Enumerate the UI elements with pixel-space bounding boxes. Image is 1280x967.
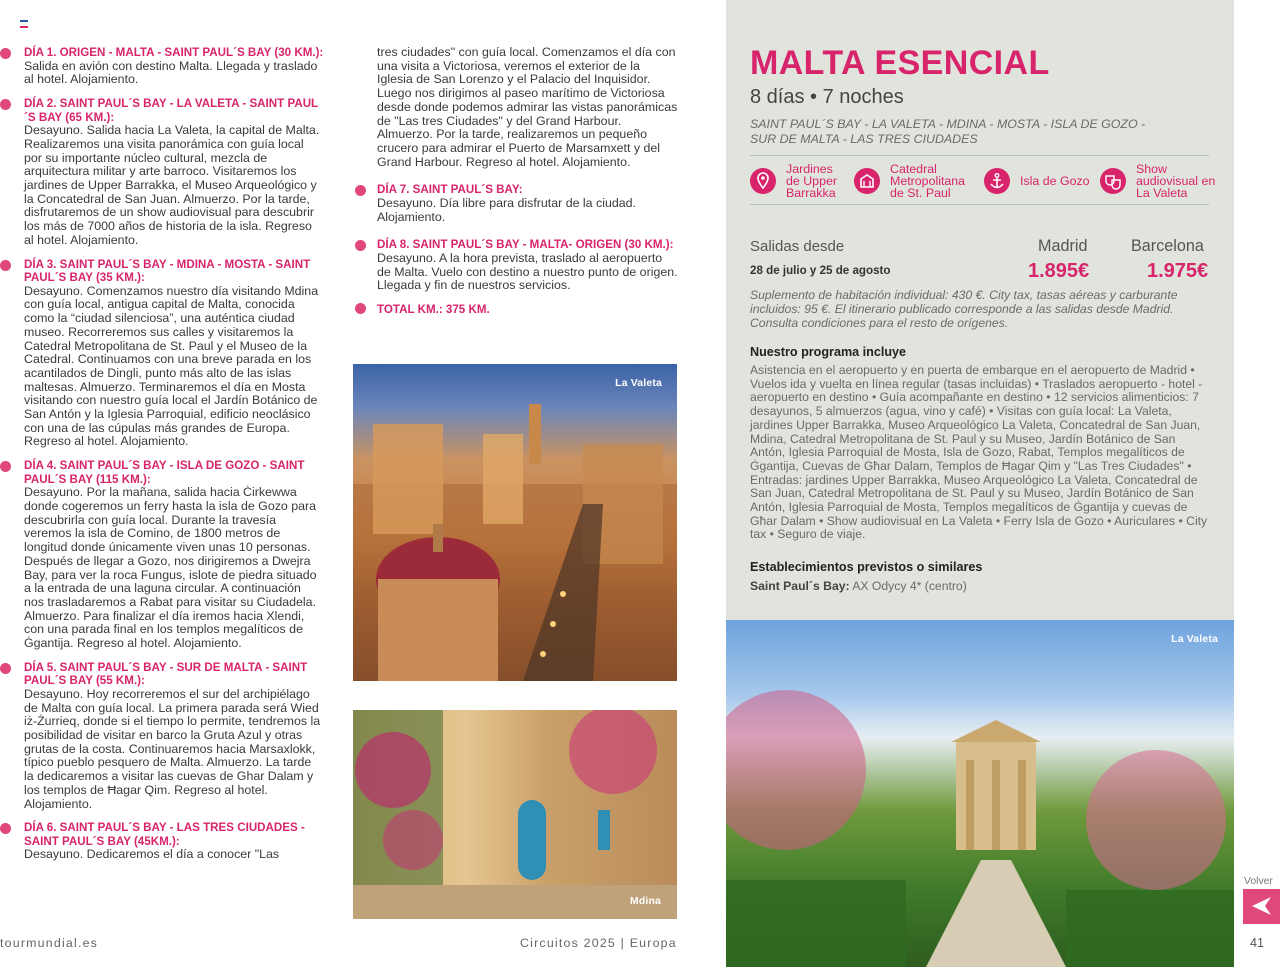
- day-8: [377, 238, 679, 293]
- highlight-label: Show audiovisual en La Valeta: [1136, 162, 1216, 200]
- day-2: [24, 97, 324, 248]
- day-body: Salida en avión con destino Malta. Llegada y traslado al hotel. Alojamiento.: [24, 58, 318, 87]
- highlight-label: Catedral Metropolitana de St. Paul: [890, 162, 966, 200]
- photo-caption: Mdina: [629, 896, 661, 907]
- bullet-icon: [0, 48, 11, 59]
- trip-title: MALTA ESENCIAL: [750, 44, 1050, 82]
- price-madrid: 1.895€: [1028, 260, 1090, 282]
- divider: [750, 204, 1209, 205]
- bullet-icon: [0, 663, 11, 674]
- day-title: DÍA 3. SAINT PAUL´S BAY - MDINA - MOSTA - SAINT PAUL´S BAY (35 KM.):: [24, 257, 311, 285]
- photo-upper-barrakka: [726, 620, 1234, 967]
- highlight-upper-barrakka: [750, 160, 850, 202]
- day-7: [377, 183, 679, 224]
- day-title: DÍA 7. SAINT PAUL´S BAY:: [377, 183, 523, 197]
- photo-mdina: [353, 710, 677, 919]
- trip-summary-panel: [726, 0, 1234, 620]
- day-title: DÍA 8. SAINT PAUL´S BAY - MALTA- ORIGEN (30 KM.):: [377, 238, 674, 252]
- cathedral-icon: [854, 168, 880, 194]
- departure-dates: 28 de julio y 25 de agosto: [750, 264, 891, 277]
- supplement-note: Suplemento de habitación individual: 430 €. City tax, tasas aéreas y carburante incluidos: 95 €. El itinerario publicado corresponde a las salidas desde Madrid. Consulta condiciones para el resto de orígenes.: [750, 288, 1178, 330]
- bullet-icon: [0, 823, 11, 834]
- hotels-heading: Establecimientos previstos o similares: [750, 560, 983, 574]
- trip-duration: 8 días • 7 noches: [750, 86, 904, 108]
- trip-route: SAINT PAUL´S BAY - LA VALETA - MDINA - MOSTA - ISLA DE GOZO - SUR DE MALTA - LAS TRES CIUDADES: [750, 117, 1146, 146]
- photo-caption: La Valeta: [1171, 634, 1218, 645]
- day-body: Desayuno. Día libre para disfrutar de la ciudad. Alojamiento.: [377, 195, 636, 224]
- bullet-icon: [0, 260, 11, 271]
- garden-illustration: [726, 620, 1234, 967]
- cityscape-illustration: [353, 364, 677, 681]
- program-heading: Nuestro programa incluye: [750, 345, 907, 359]
- footer-website[interactable]: tourmundial.es: [0, 936, 99, 950]
- day-title: DÍA 6. SAINT PAUL´S BAY - LAS TRES CIUDADES - SAINT PAUL´S BAY (45KM.):: [24, 821, 305, 848]
- photo-caption: La Valeta: [615, 378, 662, 389]
- price-barcelona: 1.975€: [1147, 260, 1209, 282]
- footer-catalog: Circuitos 2025 | Europa: [520, 936, 677, 950]
- highlight-show: [1100, 160, 1220, 202]
- itinerary-column-left: [24, 46, 324, 872]
- hotel-city: Saint Paul´s Bay:: [750, 579, 850, 593]
- flag-icon: [20, 20, 28, 27]
- hotels-list: [750, 579, 967, 593]
- day-body: Desayuno. Dedicaremos el día a conocer "Las: [24, 847, 280, 862]
- day-body: Desayuno. Por la mañana, salida hacia Ċirkewwa donde cogeremos un ferry hasta la isla de Gozo para descubrirla con guía local. Durante la travesía veremos la isla de Comino, de 1800 metros de longitud donde únicamente viven unas 10 personas. Después de llegar a Gozo, nos dirigiremos a Dwejra Bay, para ver la roca Fungus, islote de piedra situado a la entrada de una laguna circular. A continuación nos trasladaremos a Rabat para visitar su Ciudadela. Almuerzo. Para finalizar el día iremos hacia Xlendi, con una parada final en los templos megalíticos de Ġgantija. Regreso al hotel. Alojamiento.: [24, 485, 317, 651]
- street-illustration: [353, 710, 677, 919]
- itinerary-column-middle: [377, 46, 679, 327]
- departures-label: Salidas desde: [750, 238, 845, 255]
- city-madrid: Madrid: [1038, 237, 1088, 255]
- day-3: [24, 258, 324, 450]
- bullet-icon: [0, 461, 11, 472]
- day-5: [24, 661, 324, 812]
- back-button[interactable]: [1243, 889, 1280, 924]
- highlight-catedral: [854, 160, 984, 202]
- bullet-icon: [355, 303, 366, 314]
- bullet-icon: [0, 99, 11, 110]
- page-number: 41: [1250, 936, 1265, 950]
- photo-la-valeta: [353, 364, 677, 681]
- bullet-icon: [355, 240, 366, 251]
- day-4: [24, 459, 324, 651]
- total-km: [377, 303, 679, 317]
- highlight-label: Isla de Gozo: [1020, 174, 1090, 188]
- highlights-row: [750, 160, 1220, 202]
- bullet-icon: [355, 185, 366, 196]
- highlight-gozo: [984, 160, 1104, 202]
- back-arrow-icon: [1243, 889, 1280, 924]
- total-km-text: TOTAL KM.: 375 KM.: [377, 303, 490, 317]
- day-title: DÍA 5. SAINT PAUL´S BAY - SUR DE MALTA - SAINT PAUL´S BAY (55 KM.):: [24, 660, 308, 688]
- day-body: Desayuno. Comenzamos nuestro día visitando Mdina con guía local, antigua capital de Malta, conocida como la “ciudad silenciosa”, una auténtica ciudad museo. Recorreremos sus calles y visitaremos la Catedral Metropolitana de St. Paul y el Museo de la Catedral. Continuamos con una breve parada en los acantilados de Dingli, punto más alto de las islas maltesas. Almuerzo. Terminaremos el día en Mosta visitando con nuestro guía local el Jardín Botánico de San Antón y la Iglesia Parroquial, edificio neoclásico con una de las cúpulas más grandes de Europa. Regreso al hotel. Alojamiento.: [24, 283, 319, 449]
- city-barcelona: Barcelona: [1131, 237, 1204, 255]
- hotel-name: AX Odycy 4* (centro): [852, 579, 967, 593]
- highlight-label: Jardines de Upper Barrakka: [786, 162, 837, 200]
- day-title: DÍA 1. ORIGEN - MALTA - SAINT PAUL´S BAY (30 KM.):: [24, 46, 324, 59]
- day-body: Desayuno. Hoy recorreremos el sur del archipiélago de Malta con guía local. La primera parada será Wied iż-Żurrieq, donde si el tiempo lo permite, tendremos la posibilidad de visitar en barco la Gruta Azul y otras grutas de la costa. Continuaremos hacia Marsaxlokk, típico pueblo pesquero de Malta. Almuerzo. La tarde la dedicaremos a visitar las cuevas de Ghar Dalam y los templos de Ħagar Qim. Regreso al hotel. Alojamiento.: [24, 686, 321, 811]
- anchor-icon: [984, 168, 1010, 194]
- divider: [750, 155, 1209, 156]
- day-body: tres ciudades" con guía local. Comenzamos el día con una visita a Victoriosa, veremos el exterior de la Iglesia de San Lorenzo y el Palacio del Inquisidor. Luego nos dirigimos al paseo marítimo de Victoriosa desde donde podemos admirar las vistas panorámicas de "Las tres Ciudades" y del Grand Harbour. Almuerzo. Por la tarde, realizaremos un pequeño crucero para admirar el Puerto de Marsamxett y del Grand Harbour. Regreso al hotel. Alojamiento.: [377, 45, 678, 169]
- theater-masks-icon: [1100, 168, 1126, 194]
- back-label: Volver: [1244, 876, 1273, 887]
- day-1: [24, 46, 324, 87]
- program-includes: Asistencia en el aeropuerto y en puerta de embarque en el aeropuerto de Madrid • Vuelos ida y vuelta en línea regular (tasas incluidas) • Traslados aeropuerto - hotel - aeropuerto en destino • Guía acompañante en destino • 12 servicios alimenticios: 7 desayunos, 5 almuerzos (agua, vino y café) • Visitas con guía local: La Valeta, jardines Upper Barrakka, Museo Arqueológico La Valeta, Concatedral de San Juan, Mdina, Catedral Metropolitana de St. Paul y su Museo, Jardín Botánico de San Antón, Iglesia Parroquial de Mosta, Isla de Gozo, Rabat, Templos megalíticos de Ġgantija, Cuevas de Għar Dalam, Templos de Ħagar Qim y "Las Tres Ciudades" • Entradas: jardines Upper Barrakka, Museo Arqueológico La Valeta, Concatedral de San Juan, Catedral Metropolitana de St. Paul y su Museo, Jardín Botánico de San Antón, Iglesia Parroquial de Mosta, Templos megalíticos de Ġgantija y cuevas de Għar Dalam • Show audiovisual en La Valeta • Ferry Isla de Gozo • Auriculares • City tax • Seguro de viaje.: [750, 363, 1208, 542]
- map-pin-icon: [750, 168, 776, 194]
- day-6-continued: [377, 46, 679, 169]
- day-body: Desayuno. Salida hacia La Valeta, la capital de Malta. Realizaremos una visita panorámica con guía local por su importante núcleo cultural, mezcla de arquitectura militar y arte barroco. Visitaremos los jardines de Upper Barrakka, el Museo Arqueológico y la Concatedral de San Juan. Almuerzo. Por la tarde, disfrutaremos de un show audiovisual para descubrir los más de 7000 años de historia de la isla. Regreso al hotel. Alojamiento.: [24, 123, 320, 247]
- day-title: DÍA 4. SAINT PAUL´S BAY - ISLA DE GOZO - SAINT PAUL´S BAY (115 KM.):: [24, 459, 305, 486]
- day-title: DÍA 2. SAINT PAUL´S BAY - LA VALETA - SAINT PAUL´S BAY (65 KM.):: [24, 97, 319, 124]
- day-6: [24, 821, 324, 862]
- day-body: Desayuno. A la hora prevista, traslado al aeropuerto de Malta. Vuelo con destino a nuestro punto de origen. Llegada y fin de nuestros servicios.: [377, 250, 678, 293]
